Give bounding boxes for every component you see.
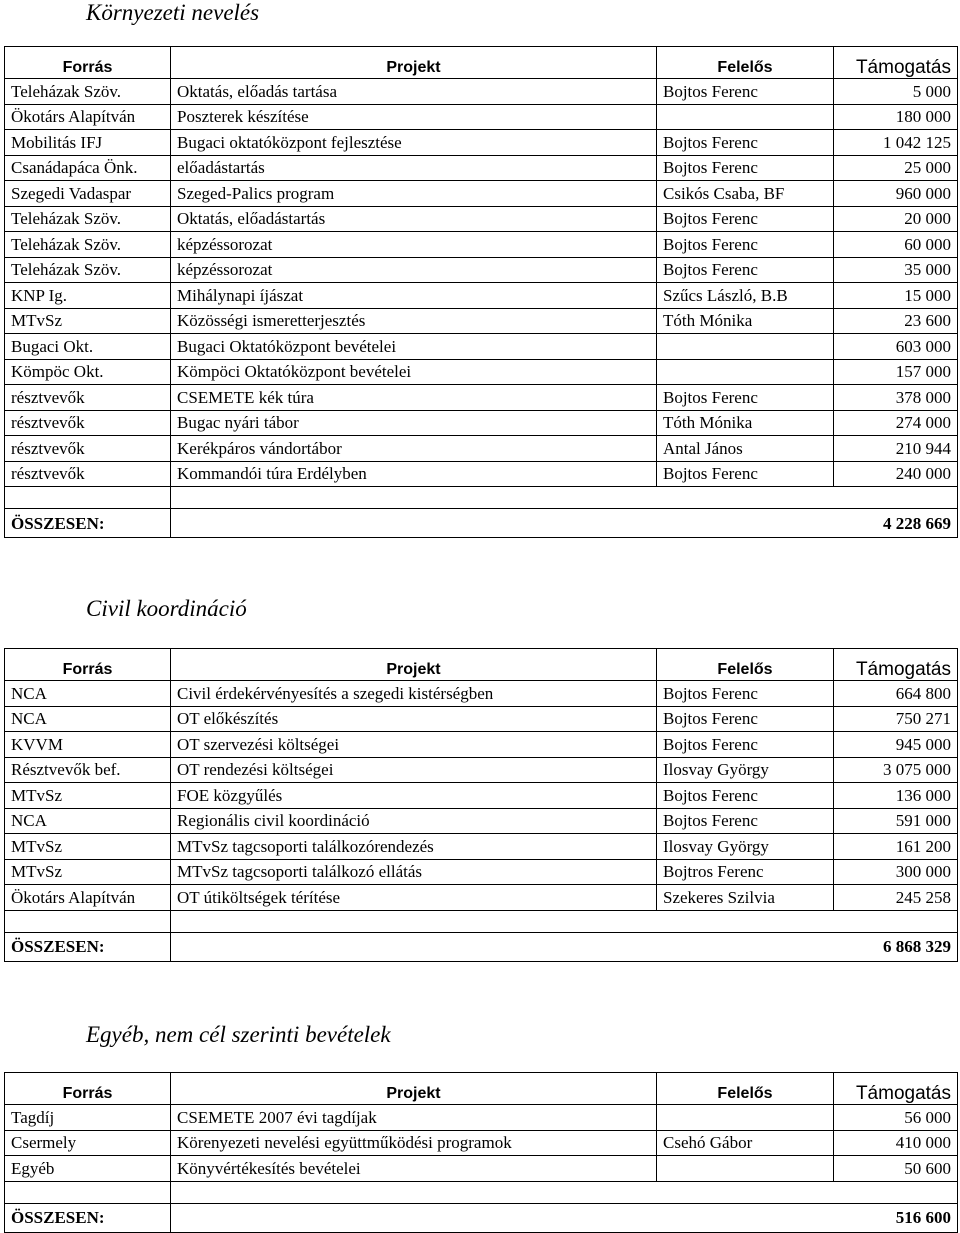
source-cell: Teleházak Szöv. [5, 232, 171, 258]
owner-cell: Bojtos Ferenc [657, 808, 834, 834]
table-row [5, 461, 958, 487]
project-cell: Kommandói túra Erdélyben [171, 461, 657, 487]
section-title-civil: Civil koordináció [86, 596, 247, 621]
owner-cell: Bojtos Ferenc [657, 732, 834, 758]
project-cell: Kerékpáros vándortábor [171, 436, 657, 462]
source-cell: résztvevők [5, 461, 171, 487]
amount-cell: 15 000 [834, 283, 958, 309]
project-cell: Kömpöci Oktatóközpont bevételei [171, 359, 657, 385]
owner-cell: Szűcs László, B.B [657, 283, 834, 309]
header-amount: Támogatás [834, 1073, 958, 1105]
header-source: Forrás [5, 47, 171, 79]
table-row [5, 757, 958, 783]
amount-cell: 35 000 [834, 257, 958, 283]
owner-cell: Bojtos Ferenc [657, 385, 834, 411]
table-row [5, 410, 958, 436]
project-cell: Szeged-Palics program [171, 181, 657, 207]
source-cell: Résztvevők bef. [5, 757, 171, 783]
owner-cell: Ilosvay György [657, 757, 834, 783]
header-row [5, 47, 958, 79]
section-title-kornyezeti: Környezeti nevelés [86, 0, 260, 25]
source-cell: Mobilitás IFJ [5, 130, 171, 156]
amount-cell: 23 600 [834, 308, 958, 334]
amount-cell: 378 000 [834, 385, 958, 411]
table-row [5, 706, 958, 732]
amount-cell: 240 000 [834, 461, 958, 487]
table-row [5, 334, 958, 360]
amount-cell: 60 000 [834, 232, 958, 258]
blank-cell [171, 910, 958, 932]
project-cell: FOE közgyűlés [171, 783, 657, 809]
project-cell: Civil érdekérvényesítés a szegedi kistérségben [171, 681, 657, 707]
amount-cell: 945 000 [834, 732, 958, 758]
total-label: ÖSSZESEN: [5, 932, 171, 961]
owner-cell: Bojtos Ferenc [657, 706, 834, 732]
table-row [5, 308, 958, 334]
amount-cell: 410 000 [834, 1130, 958, 1156]
owner-cell [657, 334, 834, 360]
owner-cell: Bojtos Ferenc [657, 681, 834, 707]
source-cell: Tagdíj [5, 1105, 171, 1131]
owner-cell: Bojtos Ferenc [657, 155, 834, 181]
source-cell: Teleházak Szöv. [5, 79, 171, 105]
amount-cell: 5 000 [834, 79, 958, 105]
header-row [5, 1073, 958, 1105]
source-cell: NCA [5, 808, 171, 834]
amount-cell: 664 800 [834, 681, 958, 707]
header-project: Projekt [171, 649, 657, 681]
table-row [5, 385, 958, 411]
section-title-egyeb: Egyéb, nem cél szerinti bevételek [86, 1022, 391, 1047]
owner-cell: Szekeres Szilvia [657, 885, 834, 911]
table-row [5, 1105, 958, 1131]
source-cell: Szegedi Vadaspar [5, 181, 171, 207]
source-cell: MTvSz [5, 308, 171, 334]
source-cell: Teleházak Szöv. [5, 257, 171, 283]
table-kornyezeti-neveles [4, 46, 958, 538]
project-cell: Közösségi ismeretterjesztés [171, 308, 657, 334]
owner-cell: Tóth Mónika [657, 410, 834, 436]
owner-cell [657, 1156, 834, 1182]
owner-cell: Ilosvay György [657, 834, 834, 860]
header-project: Projekt [171, 1073, 657, 1105]
project-cell: képzéssorozat [171, 232, 657, 258]
owner-cell [657, 104, 834, 130]
table-row [5, 834, 958, 860]
table-row [5, 283, 958, 309]
blank-row [5, 487, 958, 509]
source-cell: Teleházak Szöv. [5, 206, 171, 232]
table-row [5, 257, 958, 283]
amount-cell: 750 271 [834, 706, 958, 732]
source-cell: NCA [5, 681, 171, 707]
source-cell: KNP Ig. [5, 283, 171, 309]
table-row [5, 732, 958, 758]
project-cell: OT szervezési költségei [171, 732, 657, 758]
amount-cell: 157 000 [834, 359, 958, 385]
source-cell: Kömpöc Okt. [5, 359, 171, 385]
project-cell: képzéssorozat [171, 257, 657, 283]
total-amount: 516 600 [171, 1203, 958, 1232]
header-owner: Felelős [657, 1073, 834, 1105]
owner-cell: Bojtos Ferenc [657, 206, 834, 232]
amount-cell: 210 944 [834, 436, 958, 462]
amount-cell: 300 000 [834, 859, 958, 885]
amount-cell: 136 000 [834, 783, 958, 809]
header-owner: Felelős [657, 649, 834, 681]
project-cell: OT előkészítés [171, 706, 657, 732]
blank-row [5, 1181, 958, 1203]
amount-cell: 274 000 [834, 410, 958, 436]
header-source: Forrás [5, 649, 171, 681]
total-row [5, 932, 958, 961]
project-cell: Bugaci oktatóközpont fejlesztése [171, 130, 657, 156]
project-cell: OT útiköltségek térítése [171, 885, 657, 911]
project-cell: Könyvértékesítés bevételei [171, 1156, 657, 1182]
total-label: ÖSSZESEN: [5, 1203, 171, 1232]
owner-cell: Bojtros Ferenc [657, 859, 834, 885]
source-cell: Ökotárs Alapítván [5, 885, 171, 911]
owner-cell: Antal János [657, 436, 834, 462]
source-cell: Csanádapáca Önk. [5, 155, 171, 181]
blank-cell [5, 487, 171, 509]
source-cell: KVVM [5, 732, 171, 758]
total-amount: 6 868 329 [171, 932, 958, 961]
total-label: ÖSSZESEN: [5, 509, 171, 538]
project-cell: Mihálynapi íjászat [171, 283, 657, 309]
table-civil-koordinacio [4, 648, 958, 962]
source-cell: Egyéb [5, 1156, 171, 1182]
owner-cell [657, 1105, 834, 1131]
amount-cell: 960 000 [834, 181, 958, 207]
table-row [5, 681, 958, 707]
project-cell: Bugac nyári tábor [171, 410, 657, 436]
amount-cell: 161 200 [834, 834, 958, 860]
blank-row [5, 910, 958, 932]
owner-cell: Bojtos Ferenc [657, 232, 834, 258]
table-row [5, 232, 958, 258]
total-amount: 4 228 669 [171, 509, 958, 538]
project-cell: előadástartás [171, 155, 657, 181]
owner-cell: Bojtos Ferenc [657, 130, 834, 156]
source-cell: Ökotárs Alapítván [5, 104, 171, 130]
owner-cell: Bojtos Ferenc [657, 257, 834, 283]
table-row [5, 808, 958, 834]
table-row [5, 859, 958, 885]
amount-cell: 3 075 000 [834, 757, 958, 783]
header-project: Projekt [171, 47, 657, 79]
amount-cell: 56 000 [834, 1105, 958, 1131]
table-row [5, 155, 958, 181]
owner-cell: Bojtos Ferenc [657, 79, 834, 105]
amount-cell: 25 000 [834, 155, 958, 181]
project-cell: Oktatás, előadástartás [171, 206, 657, 232]
amount-cell: 245 258 [834, 885, 958, 911]
source-cell: NCA [5, 706, 171, 732]
header-owner: Felelős [657, 47, 834, 79]
amount-cell: 591 000 [834, 808, 958, 834]
table-row [5, 1156, 958, 1182]
source-cell: MTvSz [5, 783, 171, 809]
project-cell: Körenyezeti nevelési együttműködési programok [171, 1130, 657, 1156]
source-cell: MTvSz [5, 859, 171, 885]
table-row [5, 104, 958, 130]
source-cell: Bugaci Okt. [5, 334, 171, 360]
owner-cell: Bojtos Ferenc [657, 461, 834, 487]
blank-cell [171, 487, 958, 509]
owner-cell: Csikós Csaba, BF [657, 181, 834, 207]
table-row [5, 1130, 958, 1156]
table-row [5, 885, 958, 911]
table-egyeb-bevetelek [4, 1072, 958, 1233]
amount-cell: 603 000 [834, 334, 958, 360]
owner-cell [657, 359, 834, 385]
blank-cell [5, 910, 171, 932]
table-row [5, 436, 958, 462]
amount-cell: 20 000 [834, 206, 958, 232]
table-row [5, 359, 958, 385]
owner-cell: Bojtos Ferenc [657, 783, 834, 809]
header-amount: Támogatás [834, 649, 958, 681]
source-cell: MTvSz [5, 834, 171, 860]
owner-cell: Tóth Mónika [657, 308, 834, 334]
amount-cell: 1 042 125 [834, 130, 958, 156]
project-cell: MTvSz tagcsoporti találkozó ellátás [171, 859, 657, 885]
source-cell: résztvevők [5, 410, 171, 436]
header-amount: Támogatás [834, 47, 958, 79]
source-cell: résztvevők [5, 385, 171, 411]
source-cell: Csermely [5, 1130, 171, 1156]
table-row [5, 181, 958, 207]
owner-cell: Csehó Gábor [657, 1130, 834, 1156]
project-cell: CSEMETE kék túra [171, 385, 657, 411]
project-cell: Poszterek készítése [171, 104, 657, 130]
table-row [5, 79, 958, 105]
project-cell: Regionális civil koordináció [171, 808, 657, 834]
project-cell: OT rendezési költségei [171, 757, 657, 783]
project-cell: Bugaci Oktatóközpont bevételei [171, 334, 657, 360]
header-source: Forrás [5, 1073, 171, 1105]
table-row [5, 783, 958, 809]
total-row [5, 1203, 958, 1232]
project-cell: MTvSz tagcsoporti találkozórendezés [171, 834, 657, 860]
amount-cell: 50 600 [834, 1156, 958, 1182]
project-cell: Oktatás, előadás tartása [171, 79, 657, 105]
blank-cell [171, 1181, 958, 1203]
project-cell: CSEMETE 2007 évi tagdíjak [171, 1105, 657, 1131]
source-cell: résztvevők [5, 436, 171, 462]
amount-cell: 180 000 [834, 104, 958, 130]
table-row [5, 130, 958, 156]
header-row [5, 649, 958, 681]
total-row [5, 509, 958, 538]
blank-cell [5, 1181, 171, 1203]
table-row [5, 206, 958, 232]
